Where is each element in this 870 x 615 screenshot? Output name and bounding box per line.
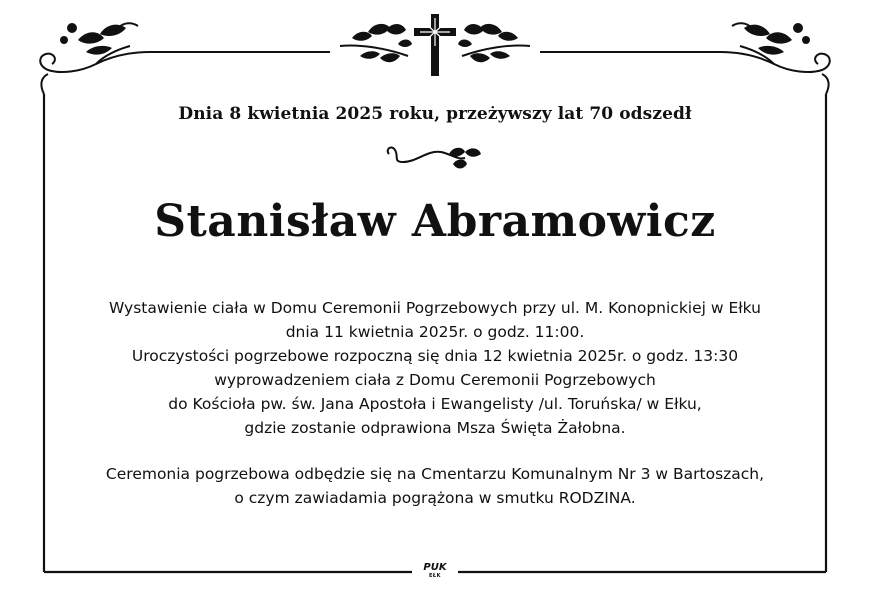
funeral-details-line: gdzie zostanie odprawiona Msza Święta Żałobna.	[244, 419, 626, 437]
death-announcement-headline: Dnia 8 kwietnia 2025 roku, przeżywszy lat 70 odszedł	[178, 104, 692, 124]
funeral-details-line: dnia 11 kwietnia 2025r. o godz. 11:00.	[285, 323, 585, 341]
deceased-name: Stanisław Abramowicz	[154, 196, 716, 247]
publisher-logo-text: PUK	[423, 562, 447, 573]
funeral-details-paragraph	[40, 296, 830, 440]
cemetery-details-paragraph	[40, 462, 830, 510]
funeral-details-line: Wystawienie ciała w Domu Ceremonii Pogrzebowych przy ul. M. Konopnickiej w Ełku	[108, 299, 761, 317]
funeral-details-line: Uroczystości pogrzebowe rozpoczną się dnia 12 kwietnia 2025r. o godz. 13:30	[131, 347, 739, 365]
flourish-icon	[720, 23, 830, 94]
funeral-details-line: wyprowadzeniem ciała z Domu Ceremonii Pogrzebowych	[214, 371, 656, 389]
cross-with-olive-branches-icon	[340, 14, 530, 76]
cemetery-details-line: Ceremonia pogrzebowa odbędzie się na Cmentarzu Komunalnym Nr 3 w Bartoszach,	[105, 465, 765, 483]
leaf-swirl-icon	[383, 142, 487, 174]
cemetery-details-line: o czym zawiadamia pogrążona w smutku RODZINA.	[234, 489, 636, 507]
funeral-details-line: do Kościoła pw. św. Jana Apostoła i Ewangelisty /ul. Toruńska/ w Ełku,	[168, 395, 702, 413]
publisher-logo	[413, 562, 457, 584]
flourish-icon	[40, 23, 150, 94]
publisher-logo-subtext: EŁK	[428, 573, 441, 579]
